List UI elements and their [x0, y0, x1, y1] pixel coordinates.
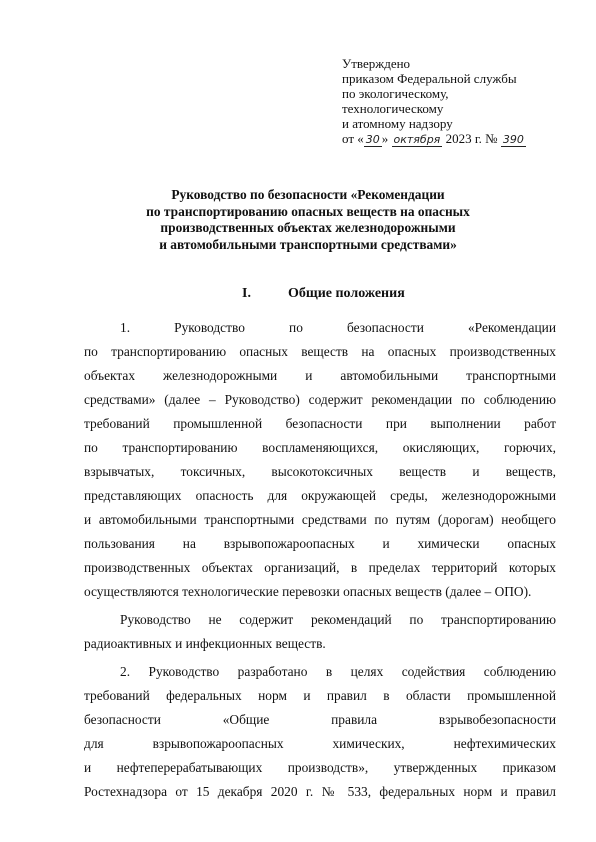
- text-line: пользования на взрывопожароопасных и химически опасных: [84, 536, 556, 551]
- text-line: производственных объектах организаций, в пределах территорий которых: [84, 560, 556, 575]
- title-line: по транспортированию опасных веществ на опасных: [146, 203, 470, 219]
- text-line: требований промышленной безопасности при выполнении работ: [84, 416, 556, 431]
- approval-stamp-block: [342, 56, 582, 147]
- paragraph-1: [84, 316, 556, 604]
- text-line: 2. Руководство разработано в целях содействия соблюдению: [120, 664, 556, 679]
- text-line: представляющих опасность для окружающей среды, железнодорожными: [84, 488, 556, 503]
- date-prefix: от «: [342, 131, 364, 146]
- text-line: Ростехнадзора от 15 декабря 2020 г. № 533, федеральных норм и правил: [84, 784, 556, 799]
- handwritten-day: 30: [365, 133, 380, 146]
- text-line: требований федеральных норм и правил в области промышленной: [84, 688, 556, 703]
- section-heading: [242, 286, 405, 302]
- approval-date-line: [342, 131, 582, 147]
- approval-line: по экологическому,: [342, 86, 449, 101]
- text-line: осуществляются технологические перевозки опасных веществ (далее – ОПО).: [84, 584, 532, 599]
- approval-line: технологическому: [342, 101, 444, 116]
- handwritten-month: октября: [393, 133, 441, 146]
- paragraph-3: [84, 660, 556, 804]
- text-line: объектах железнодорожными и автомобильными транспортными: [84, 368, 556, 383]
- text-line: Руководство не содержит рекомендаций по транспортированию: [120, 612, 556, 627]
- text-line: радиоактивных и инфекционных веществ.: [84, 636, 326, 651]
- title-line: и автомобильными транспортными средствами»: [159, 236, 457, 252]
- title-line: производственных объектах железнодорожными: [160, 220, 456, 235]
- paragraph-2: [84, 608, 556, 656]
- title-line: Руководство по безопасности «Рекомендации: [171, 187, 445, 202]
- text-line: и нефтеперерабатывающих производств», утвержденных приказом: [84, 760, 556, 775]
- text-line: безопасности «Общие правила взрывобезопасности: [84, 712, 556, 727]
- section-number: I.: [242, 286, 251, 301]
- approval-line: и атомному надзору: [342, 116, 453, 131]
- text-line: взрывчатых, токсичных, высокотоксичных веществ и веществ,: [84, 464, 556, 479]
- approval-line: приказом Федеральной службы: [342, 71, 517, 86]
- text-line: средствами» (далее – Руководство) содержит рекомендации по соблюдению: [84, 392, 556, 407]
- handwritten-order-number: 390: [502, 133, 524, 146]
- text-line: и автомобильными транспортными средствами по путям (дорогам) необщего: [84, 512, 556, 527]
- text-line: по транспортированию опасных веществ на опасных производственных: [84, 344, 556, 359]
- body-text: [84, 316, 556, 804]
- text-line: для взрывопожароопасных химических, нефтехимических: [84, 736, 556, 751]
- text-line: 1. Руководство по безопасности «Рекомендации: [120, 320, 556, 335]
- date-mid: »: [381, 131, 392, 146]
- document-title: [100, 187, 516, 253]
- date-year: 2023 г. №: [442, 131, 501, 146]
- text-line: по транспортированию воспламеняющихся, окисляющих, горючих,: [84, 440, 556, 455]
- section-title: Общие положения: [288, 286, 405, 301]
- approval-line: Утверждено: [342, 56, 411, 71]
